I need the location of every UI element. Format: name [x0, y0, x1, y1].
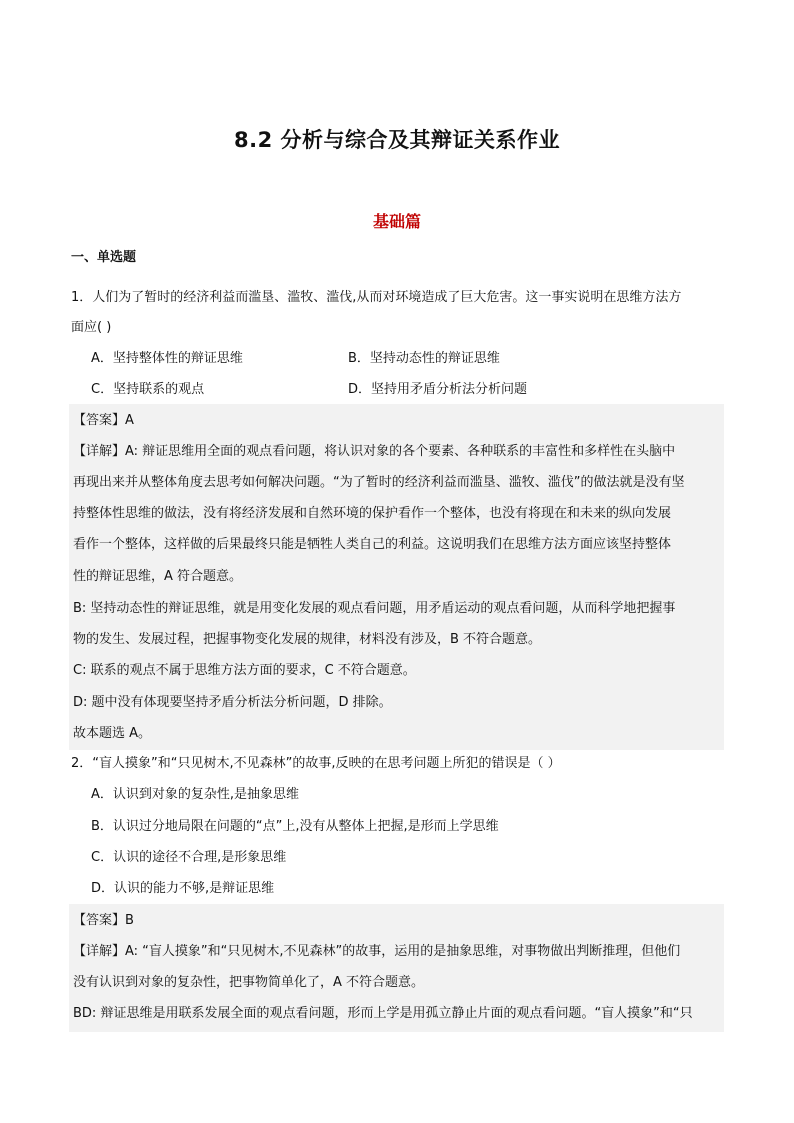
- q1-detail-line: C: 联系的观点不属于思维方法方面的要求，C 不符合题意。: [73, 663, 416, 678]
- section-heading: 一、单选题: [71, 250, 137, 265]
- q1-detail-line: 【详解】A: 辩证思维用全面的观点看问题，将认识对象的各个要素、各种联系的丰富性和多样性在头脑中: [73, 444, 676, 459]
- q1-detail-line: 再现出来并从整体角度去思考如何解决问题。“为了暂时的经济利益而滥垦、滥牧、滥伐”的做法就是没有坚: [73, 475, 685, 490]
- q2-option-d: D．认识的能力不够,是辩证思维: [91, 881, 275, 896]
- q2-option-c: C．认识的途径不合理,是形象思维: [91, 850, 287, 865]
- q1-option-b: B．坚持动态性的辩证思维: [348, 351, 500, 366]
- q1-detail-line: 性的辩证思维，A 符合题意。: [73, 569, 243, 584]
- q1-detail-line: 物的发生、发展过程，把握事物变化发展的规律，材料没有涉及，B 不符合题意。: [73, 632, 542, 647]
- q1-detail-line: 看作一个整体，这样做的后果最终只能是牺牲人类自己的利益。这说明我们在思维方法方面应该坚持整体: [73, 537, 672, 552]
- q2-answer: 【答案】B: [73, 913, 134, 928]
- q1-stem-line-2: 面应( ): [71, 320, 112, 335]
- q1-stem-line-1: 1．人们为了暂时的经济利益而滥垦、滥牧、滥伐,从而对环境造成了巨大危害。这一事实说明在思维方法方: [71, 290, 682, 305]
- q1-option-c: C．坚持联系的观点: [91, 382, 205, 397]
- document-title: 8.2 分析与综合及其辩证关系作业: [233, 128, 560, 152]
- q2-answer-box: [69, 904, 724, 1032]
- q1-detail-line: D: 题中没有体现要坚持矛盾分析法分析问题，D 排除。: [73, 695, 392, 710]
- q2-detail-line: 没有认识到对象的复杂性，把事物简单化了，A 不符合题意。: [73, 975, 425, 990]
- q2-option-a: A．认识到对象的复杂性,是抽象思维: [91, 787, 300, 802]
- q2-detail-line: BD: 辩证思维是用联系发展全面的观点看问题，形而上学是用孤立静止片面的观点看问题。“盲人摸象”和“只: [73, 1006, 693, 1021]
- q2-option-b: B．认识过分地局限在问题的“点”上,没有从整体上把握,是形而上学思维: [91, 819, 499, 834]
- q2-detail-line: 【详解】A: “盲人摸象”和“只见树木,不见森林”的故事，运用的是抽象思维，对事物做出判断推理，但他们: [73, 944, 681, 959]
- section-subtitle: 基础篇: [372, 212, 421, 231]
- q1-detail-line: 故本题选 A。: [73, 726, 152, 741]
- q1-option-a: A．坚持整体性的辩证思维: [91, 351, 243, 366]
- q2-stem: 2．“盲人摸象”和“只见树木,不见森林”的故事,反映的在思考问题上所犯的错误是（ ）: [71, 756, 561, 771]
- q1-answer: 【答案】A: [73, 413, 134, 428]
- q1-detail-line: B: 坚持动态性的辩证思维，就是用变化发展的观点看问题，用矛盾运动的观点看问题，从而科学地把握事: [73, 601, 676, 616]
- q1-option-d: D．坚持用矛盾分析法分析问题: [348, 382, 528, 397]
- q1-answer-box: [69, 404, 724, 750]
- q1-detail-line: 持整体性思维的做法，没有将经济发展和自然环境的保护看作一个整体，也没有将现在和未来的纵向发展: [73, 506, 672, 521]
